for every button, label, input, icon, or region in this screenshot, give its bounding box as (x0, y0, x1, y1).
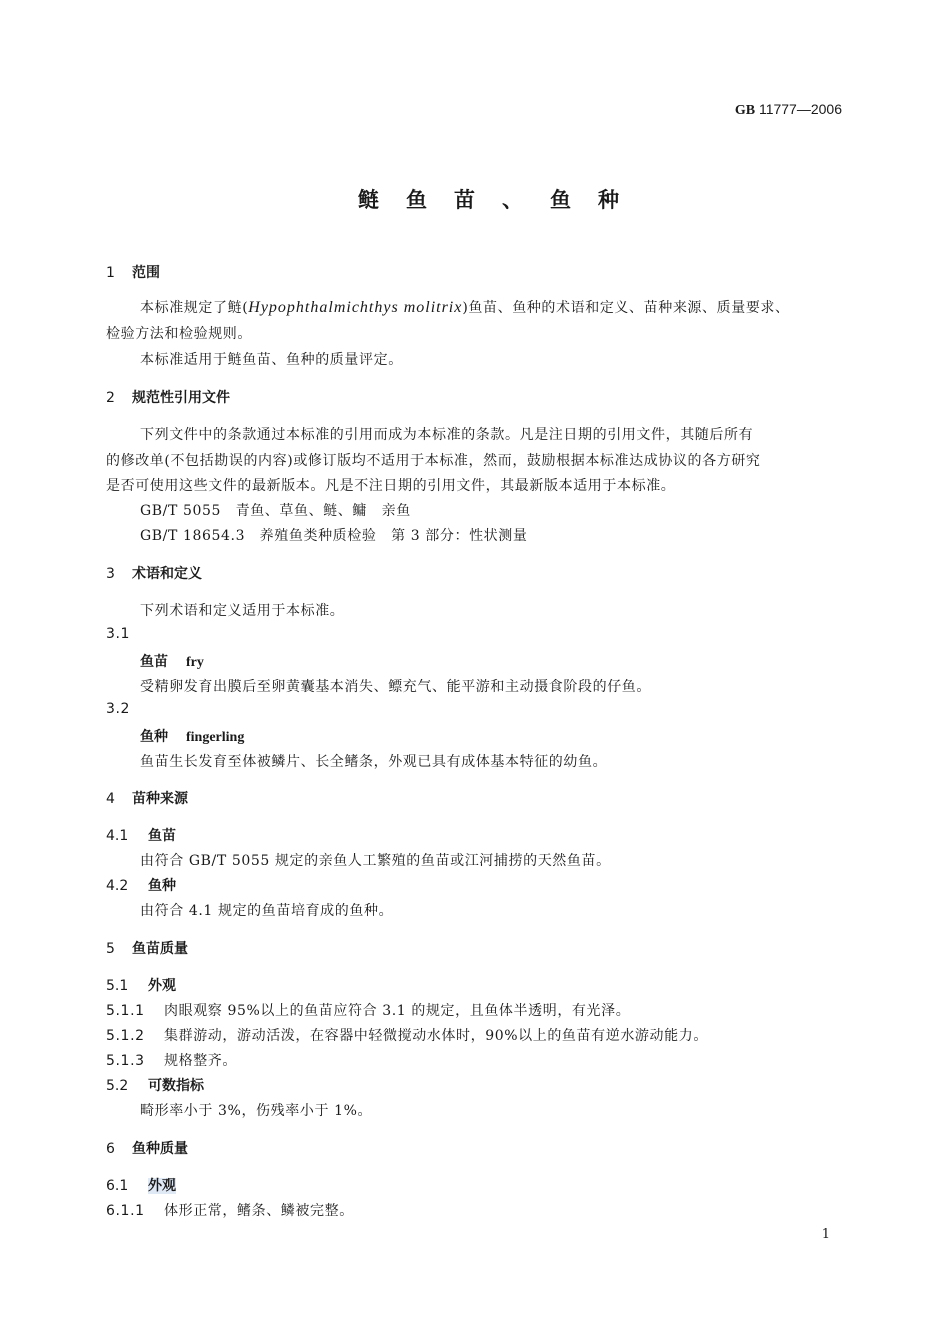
term-fingerling-definition: 鱼苗生长发育至体被鳞片、长全鳍条，外观已具有成体基本特征的幼鱼。 (140, 754, 608, 770)
clause-5-1-2: 5.1.2 集群游动，游动活泼，在容器中轻微搅动水体时，90%以上的鱼苗有逆水游动能力。 (106, 1028, 708, 1044)
term-fry-definition: 受精卵发育出膜后至卵黄囊基本消失、鳔充气、能平游和主动摄食阶段的仔鱼。 (140, 679, 651, 695)
section-5-heading: 5 鱼苗质量 (106, 941, 188, 957)
standard-number (735, 101, 842, 119)
term-fry: 鱼苗 fry (140, 654, 204, 670)
terms-intro: 下列术语和定义适用于本标准。 (140, 603, 345, 619)
reference-gbt5055: GB/T 5055 青鱼、草鱼、鲢、鳙 亲鱼 (140, 503, 411, 519)
clause-6-1-heading: 6.1 外观 (106, 1178, 176, 1194)
term-3-1-number: 3.1 (106, 626, 131, 642)
term-fingerling: 鱼种 fingerling (140, 729, 245, 745)
section-2-heading: 2 规范性引用文件 (106, 390, 230, 406)
page-number: 1 (821, 1227, 830, 1242)
normative-text-line-1: 下列文件中的条款通过本标准的引用而成为本标准的条款。凡是注日期的引用文件，其随后所有 (140, 427, 754, 443)
clause-4-2-text: 由符合 4.1 规定的鱼苗培育成的鱼种。 (140, 903, 394, 919)
scope-paragraph-1-cont: 检验方法和检验规则。 (106, 326, 252, 342)
clause-5-2-heading: 5.2 可数指标 (106, 1078, 204, 1094)
clause-6-1-1: 6.1.1 体形正常，鳍条、鳞被完整。 (106, 1203, 354, 1219)
term-3-2-number: 3.2 (106, 701, 131, 717)
section-4-heading: 4 苗种来源 (106, 791, 188, 807)
section-1-heading: 1 范围 (106, 265, 160, 281)
scope-paragraph-2: 本标准适用于鲢鱼苗、鱼种的质量评定。 (140, 352, 403, 368)
clause-4-2-heading: 4.2 鱼种 (106, 878, 176, 894)
clause-5-1-3: 5.1.3 规格整齐。 (106, 1053, 237, 1069)
clause-5-1-1: 5.1.1 肉眼观察 95%以上的鱼苗应符合 3.1 的规定，且鱼体半透明，有光泽。 (106, 1003, 631, 1019)
section-3-heading: 3 术语和定义 (106, 566, 202, 582)
std-number: 11777—2006 (758, 101, 842, 117)
text-selection-highlight[interactable]: 外观 (148, 1178, 176, 1194)
scope-paragraph-1: 本标准规定了鲢(Hypophthalmichthys molitrix)鱼苗、鱼种的术语和定义、苗种来源、质量要求、 (140, 299, 790, 316)
normative-text-line-3: 是否可使用这些文件的最新版本。凡是不注日期的引用文件，其最新版本适用于本标准。 (106, 478, 676, 494)
clause-5-2-text: 畸形率小于 3%，伤残率小于 1%。 (140, 1103, 373, 1119)
reference-gbt18654: GB/T 18654.3 养殖鱼类种质检验 第 3 部分：性状测量 (140, 528, 528, 544)
document-title: 鲢鱼苗、鱼种 (358, 188, 646, 212)
latin-species-name: Hypophthalmichthys molitrix (248, 299, 463, 316)
std-prefix: GB (734, 103, 756, 118)
clause-5-1-heading: 5.1 外观 (106, 978, 176, 994)
clause-4-1-text: 由符合 GB/T 5055 规定的亲鱼人工繁殖的鱼苗或江河捕捞的天然鱼苗。 (140, 853, 611, 869)
section-6-heading: 6 鱼种质量 (106, 1141, 188, 1157)
clause-4-1-heading: 4.1 鱼苗 (106, 828, 176, 844)
normative-text-line-2: 的修改单(不包括勘误的内容)或修订版均不适用于本标准，然而，鼓励根据本标准达成协议的各方研究 (106, 453, 761, 469)
